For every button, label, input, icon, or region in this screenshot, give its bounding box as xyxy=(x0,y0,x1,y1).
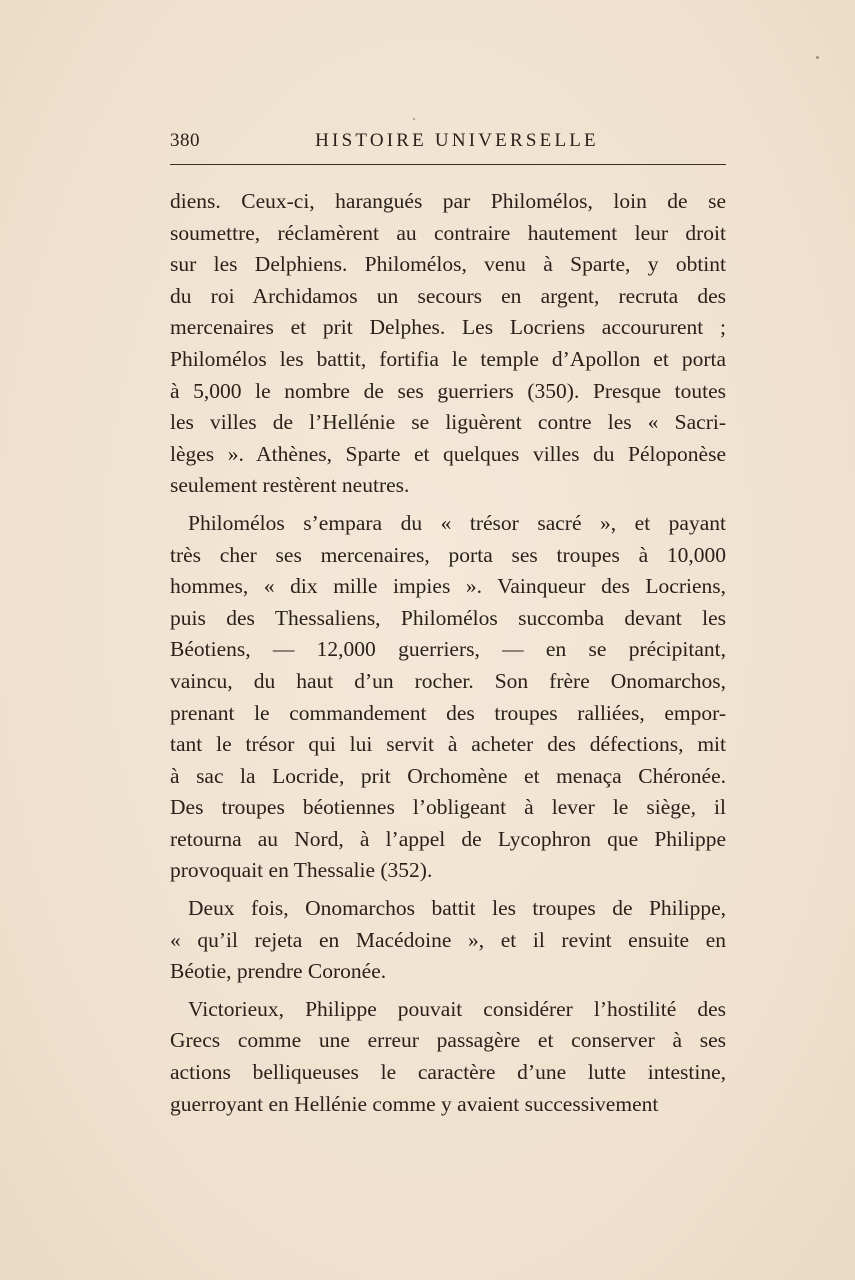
text-line: hommes, « dix mille impies ». Vainqueur des Locriens, xyxy=(170,574,726,599)
text-line: retourna au Nord, à l’appel de Lycophron que Philippe xyxy=(170,826,726,851)
text-line: Deux fois, Onomarchos battit les troupes de Philippe, xyxy=(188,896,726,921)
paragraph xyxy=(170,508,726,887)
text-line: sur les Delphiens. Philomélos, venu à Sparte, y obtint xyxy=(170,252,726,277)
header-rule xyxy=(170,164,726,165)
page-number: 380 xyxy=(170,130,200,151)
paragraph xyxy=(170,186,726,502)
running-title: HISTOIRE UNIVERSELLE xyxy=(315,130,599,151)
text-line: les villes de l’Hellénie se liguèrent contre les « Sacri- xyxy=(170,410,726,435)
text-line: lèges ». Athènes, Sparte et quelques villes du Péloponèse xyxy=(170,441,726,466)
paragraph xyxy=(170,893,726,988)
paragraph xyxy=(170,994,726,1120)
text-line: prenant le commandement des troupes ralliées, empor- xyxy=(170,700,726,725)
text-line: à 5,000 le nombre de ses guerriers (350). Presque toutes xyxy=(170,378,726,403)
text-line: tant le trésor qui lui servit à acheter des défections, mit xyxy=(170,732,726,757)
text-line: provoquait en Thessalie (352). xyxy=(170,858,433,883)
text-line: « qu’il rejeta en Macédoine », et il revint ensuite en xyxy=(170,927,726,952)
text-line: Béotie, prendre Coronée. xyxy=(170,959,387,984)
page-header xyxy=(170,128,726,156)
text-line: Des troupes béotiennes l’obligeant à lever le siège, il xyxy=(170,795,726,820)
text-line: soumettre, réclamèrent au contraire hautement leur droit xyxy=(170,220,726,245)
text-line: mercenaires et prit Delphes. Les Locriens accoururent ; xyxy=(170,315,726,340)
paper-speck xyxy=(816,56,819,59)
text-line: très cher ses mercenaires, porta ses troupes à 10,000 xyxy=(170,542,726,567)
text-line: Grecs comme une erreur passagère et conserver à ses xyxy=(170,1028,726,1053)
text-line: puis des Thessaliens, Philomélos succomba devant les xyxy=(170,605,726,630)
text-line: du roi Archidamos un secours en argent, recruta des xyxy=(170,283,726,308)
text-line: vaincu, du haut d’un rocher. Son frère Onomarchos, xyxy=(170,668,726,693)
text-line: Victorieux, Philippe pouvait considérer l’hostilité des xyxy=(188,996,726,1021)
text-line: actions belliqueuses le caractère d’une lutte intestine, xyxy=(170,1060,726,1085)
text-line: Béotiens, — 12,000 guerriers, — en se précipitant, xyxy=(170,637,726,662)
text-line: Philomélos les battit, fortifia le temple d’Apollon et porta xyxy=(170,346,726,371)
body-text xyxy=(170,186,726,1120)
text-line: guerroyant en Hellénie comme y avaient successivement xyxy=(170,1091,659,1116)
text-line: diens. Ceux-ci, harangués par Philomélos, loin de se xyxy=(170,189,726,213)
text-line: seulement restèrent neutres. xyxy=(170,473,410,498)
paper-speck xyxy=(413,118,415,120)
text-line: à sac la Locride, prit Orchomène et menaça Chéronée. xyxy=(170,763,726,788)
text-line: Philomélos s’empara du « trésor sacré », et payant xyxy=(188,510,726,535)
